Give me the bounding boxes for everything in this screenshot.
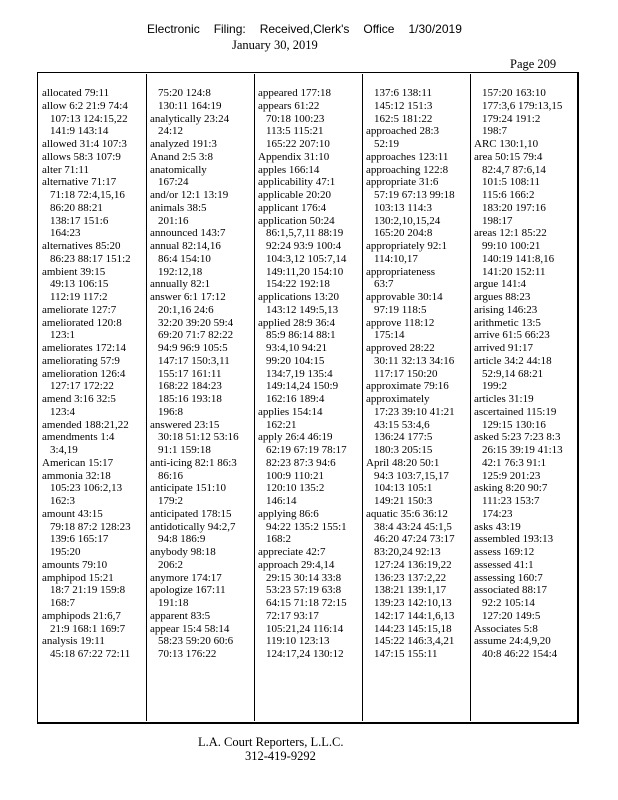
index-entry-continuation: 115:6 166:2 — [482, 189, 535, 201]
index-entry-continuation: 101:5 108:11 — [482, 176, 540, 189]
index-entry-continuation: 30:18 51:12 53:16 — [158, 431, 239, 444]
index-entry-continuation: 177:3,6 179:13,15 — [482, 99, 563, 112]
index-entry-continuation: 140:19 141:8,16 — [482, 252, 555, 265]
index-entry-continuation: 72:17 93:17 — [266, 609, 319, 622]
index-entry-continuation: 168:22 184:23 — [158, 380, 222, 393]
index-entry: American 15:17 — [42, 456, 114, 469]
index-entry: amelioration 126:4 — [42, 367, 126, 380]
index-entry: asking 8:20 90:7 — [474, 482, 548, 495]
column-divider — [470, 74, 471, 721]
index-entry: analysis 19:11 — [42, 635, 105, 648]
index-entry: approved 28:22 — [366, 342, 435, 354]
index-entry: Anand 2:5 3:8 — [150, 150, 213, 163]
index-entry-continuation: 94:22 135:2 155:1 — [266, 520, 347, 533]
index-entry-continuation: 149:11,20 154:10 — [266, 265, 344, 278]
index-entry-continuation: 136:23 137:2,22 — [374, 571, 447, 584]
index-entry-continuation: 175:14 — [374, 329, 405, 342]
index-entry-continuation: 164:23 — [50, 227, 81, 240]
index-entry: apparent 83:5 — [150, 609, 211, 622]
index-entry: asks 43:19 — [474, 520, 521, 533]
index-entry-continuation: 113:5 115:21 — [266, 125, 324, 138]
index-entry: ameliorating 57:9 — [42, 354, 120, 367]
index-entry-continuation: 94:8 186:9 — [158, 533, 206, 546]
index-entry-continuation: 104:3,12 105:7,14 — [266, 252, 347, 265]
index-entry: approach 29:4,14 — [258, 558, 335, 571]
index-entry-continuation: 130:11 164:19 — [158, 99, 222, 112]
index-entry: application 50:24 — [258, 214, 335, 227]
index-entry-continuation: 149:14,24 150:9 — [266, 380, 339, 393]
index-entry: articles 31:19 — [474, 393, 534, 405]
index-entry: arrived 91:17 — [474, 342, 533, 354]
index-entry: ameliorates 172:14 — [42, 342, 127, 354]
index-entry: alternatives 85:20 — [42, 240, 121, 252]
index-entry-continuation: 52:19 — [374, 138, 400, 150]
index-entry-continuation: 99:20 104:15 — [266, 354, 325, 367]
index-entry: argue 141:4 — [474, 278, 527, 291]
index-column — [258, 87, 362, 717]
index-entry: applying 86:6 — [258, 507, 319, 520]
index-entry-continuation: 104:13 105:1 — [374, 482, 433, 495]
index-entry-continuation: 86:4 154:10 — [158, 252, 211, 265]
index-entry: appropriateness — [366, 265, 436, 278]
index-entry: ammonia 32:18 — [42, 469, 111, 482]
index-entry: April 48:20 50:1 — [366, 456, 440, 469]
index-entry-continuation: 139:23 142:10,13 — [374, 597, 452, 609]
index-entry-continuation: 107:13 124:15,22 — [50, 112, 128, 125]
index-entry-continuation: 124:17,24 130:12 — [266, 648, 344, 660]
index-entry: annually 82:1 — [150, 278, 211, 291]
index-entry: answer 6:1 17:12 — [150, 291, 226, 303]
column-divider — [362, 74, 363, 721]
index-entry-continuation: 117:17 150:20 — [374, 367, 438, 380]
index-entry-continuation: 145:22 146:3,4,21 — [374, 635, 455, 648]
index-entry-continuation: 162:16 189:4 — [266, 393, 325, 405]
index-entry-continuation: 29:15 30:14 33:8 — [266, 571, 342, 584]
index-entry-continuation: 69:20 71:7 82:22 — [158, 329, 234, 342]
index-entry-continuation: 146:14 — [266, 495, 297, 507]
index-entry: ARC 130:1,10 — [474, 138, 539, 150]
index-entry: appropriate 31:6 — [366, 176, 439, 189]
index-entry-continuation: 183:20 197:16 — [482, 201, 546, 214]
index-entry-continuation: 18:7 21:19 159:8 — [50, 584, 126, 597]
index-entry-continuation: 86:20 88:21 — [50, 201, 103, 214]
index-entry: Appendix 31:10 — [258, 150, 330, 163]
index-entry-continuation: 120:10 135:2 — [266, 482, 325, 495]
index-entry-continuation: 142:17 144:1,6,13 — [374, 609, 455, 622]
index-entry: analyzed 191:3 — [150, 138, 217, 150]
index-entry: appears 61:22 — [258, 99, 320, 112]
index-entry-continuation: 141:20 152:11 — [482, 265, 546, 278]
index-entry-continuation: 26:15 39:19 41:13 — [482, 444, 563, 456]
filing-word: Received,Clerk's — [259, 22, 350, 36]
index-column — [366, 87, 470, 717]
index-entry: arrive 61:5 66:23 — [474, 329, 550, 342]
index-entry: amendments 1:4 — [42, 431, 115, 444]
index-entry: apples 166:14 — [258, 163, 320, 176]
index-entry-continuation: 85:9 86:14 88:1 — [266, 329, 336, 342]
index-entry-continuation: 134:7,19 135:4 — [266, 367, 333, 380]
index-entry: appear 15:4 58:14 — [150, 622, 230, 635]
index-entry-continuation: 180:3 205:15 — [374, 444, 433, 456]
index-entry: appreciate 42:7 — [258, 546, 326, 558]
index-entry: amphipod 15:21 — [42, 571, 114, 584]
index-entry-continuation: 70:18 100:23 — [266, 112, 325, 125]
index-entry: applications 13:20 — [258, 291, 339, 303]
index-entry-continuation: 192:12,18 — [158, 265, 203, 278]
index-entry-continuation: 91:1 159:18 — [158, 444, 211, 456]
index-column — [42, 87, 146, 717]
index-entry: alter 71:11 — [42, 163, 89, 176]
filing-word: Electronic — [147, 22, 200, 36]
index-entry-continuation: 162:3 — [50, 495, 76, 507]
index-entry-continuation: 114:10,17 — [374, 252, 418, 265]
index-entry: applicable 20:20 — [258, 189, 332, 201]
index-entry: assume 24:4,9,20 — [474, 635, 551, 648]
filing-date: January 30, 2019 — [232, 38, 318, 52]
index-entry-continuation: 58:23 59:20 60:6 — [158, 635, 234, 648]
index-entry-continuation: 139:6 165:17 — [50, 533, 109, 546]
index-entry-continuation: 99:10 100:21 — [482, 240, 541, 252]
index-entry: apply 26:4 46:19 — [258, 431, 333, 444]
index-entry: approve 118:12 — [366, 316, 435, 329]
index-entry-continuation: 195:20 — [50, 546, 81, 558]
index-entry: amount 43:15 — [42, 507, 103, 520]
index-column — [474, 87, 578, 717]
index-entry: anybody 98:18 — [150, 546, 216, 558]
index-entry-continuation: 63:7 — [374, 278, 394, 291]
index-entry-continuation: 32:20 39:20 59:4 — [158, 316, 234, 329]
index-entry: approximately — [366, 393, 430, 405]
index-entry-continuation: 112:19 117:2 — [50, 291, 108, 303]
index-entry: approximate 79:16 — [366, 380, 449, 393]
index-entry-continuation: 130:2,10,15,24 — [374, 214, 441, 227]
index-entry-continuation: 168:7 — [50, 597, 76, 609]
index-entry: ascertained 115:19 — [474, 405, 557, 418]
index-entry: aquatic 35:6 36:12 — [366, 507, 448, 520]
footer-company: L.A. Court Reporters, L.L.C. — [198, 735, 344, 749]
index-entry-continuation: 3:4,19 — [50, 444, 78, 456]
index-entry: area 50:15 79:4 — [474, 150, 543, 163]
index-entry: anti-icing 82:1 86:3 — [150, 456, 237, 469]
index-entry-continuation: 70:13 176:22 — [158, 648, 217, 660]
index-entry: anticipated 178:15 — [150, 507, 232, 520]
filing-stamp — [147, 22, 476, 36]
index-entry-continuation: 86:1,5,7,11 88:19 — [266, 227, 344, 240]
index-entry-continuation: 20:1,16 24:6 — [158, 303, 214, 316]
filing-word: 1/30/2019 — [408, 22, 462, 36]
index-entry-continuation: 86:23 88:17 151:2 — [50, 252, 131, 265]
index-entry-continuation: 75:20 124:8 — [158, 87, 211, 99]
index-entry: alternative 71:17 — [42, 176, 117, 189]
index-entry: asked 5:23 7:23 8:3 — [474, 431, 561, 444]
filing-word: Office — [363, 22, 395, 36]
index-entry-continuation: 174:23 — [482, 507, 513, 520]
index-entry: applied 28:9 36:4 — [258, 316, 335, 329]
index-entry-continuation: 82:23 87:3 94:6 — [266, 456, 336, 469]
index-entry: allow 6:2 21:9 74:4 — [42, 99, 128, 112]
index-entry-continuation: 123:1 — [50, 329, 76, 342]
index-entry-continuation: 138:17 151:6 — [50, 214, 109, 227]
index-entry: applicant 176:4 — [258, 201, 327, 214]
index-entry: answered 23:15 — [150, 418, 220, 431]
index-entry: approaching 122:8 — [366, 163, 449, 176]
index-entry-continuation: 191:18 — [158, 597, 189, 609]
index-entry: arithmetic 13:5 — [474, 316, 541, 329]
index-entry-continuation: 38:4 43:24 45:1,5 — [374, 520, 452, 533]
index-entry: Associates 5:8 — [474, 622, 538, 635]
index-entry: ameliorated 120:8 — [42, 316, 122, 329]
index-entry-continuation: 147:17 150:3,11 — [158, 354, 230, 367]
index-column — [150, 87, 254, 717]
index-entry-continuation: 30:11 32:13 34:16 — [374, 354, 455, 367]
index-entry-continuation: 127:24 136:19,22 — [374, 558, 452, 571]
index-entry: ambient 39:15 — [42, 265, 106, 278]
column-divider — [254, 74, 255, 721]
index-entry-continuation: 198:7 — [482, 125, 508, 138]
index-entry-continuation: 57:19 67:13 99:18 — [374, 189, 455, 201]
index-entry: assessed 41:1 — [474, 558, 534, 571]
index-entry: argues 88:23 — [474, 291, 531, 303]
index-entry: ameliorate 127:7 — [42, 303, 117, 316]
index-entry-continuation: 162:5 181:22 — [374, 112, 433, 125]
page-number: Page 209 — [510, 57, 557, 71]
index-entry-continuation: 141:9 143:14 — [50, 125, 109, 138]
column-divider — [146, 74, 147, 721]
index-entry-continuation: 97:19 118:5 — [374, 303, 427, 316]
index-entry-continuation: 52:9,14 68:21 — [482, 367, 544, 380]
index-entry: approvable 30:14 — [366, 291, 443, 303]
index-entry-continuation: 129:15 130:16 — [482, 418, 546, 431]
index-entry: announced 143:7 — [150, 227, 226, 240]
index-entry-continuation: 53:23 57:19 63:8 — [266, 584, 342, 597]
index-entry: applies 154:14 — [258, 405, 323, 418]
index-entry-continuation: 198:17 — [482, 214, 513, 227]
filing-word: Filing: — [213, 22, 246, 36]
index-entry-continuation: 123:4 — [50, 405, 76, 418]
index-entry-continuation: 45:18 67:22 72:11 — [50, 648, 131, 660]
index-entry: applicability 47:1 — [258, 176, 336, 189]
index-entry-continuation: 92:24 93:9 100:4 — [266, 240, 342, 252]
index-entry-continuation: 24:12 — [158, 125, 184, 138]
index-entry-continuation: 43:15 53:4,6 — [374, 418, 430, 431]
index-entry: associated 88:17 — [474, 584, 548, 597]
index-entry: allocated 79:11 — [42, 87, 110, 99]
index-entry-continuation: 100:9 110:21 — [266, 469, 324, 482]
index-entry-continuation: 168:2 — [266, 533, 292, 546]
index-entry-continuation: 82:4,7 87:6,14 — [482, 163, 546, 176]
index-entry-continuation: 201:16 — [158, 214, 189, 227]
index-entry: analytically 23:24 — [150, 112, 230, 125]
index-entry-continuation: 62:19 67:19 78:17 — [266, 444, 347, 456]
index-entry: amounts 79:10 — [42, 558, 108, 571]
index-entry: approached 28:3 — [366, 125, 439, 138]
index-entry-continuation: 71:18 72:4,15,16 — [50, 189, 125, 201]
index-entry-continuation: 21:9 168:1 169:7 — [50, 622, 126, 635]
index-entry-continuation: 179:24 191:2 — [482, 112, 541, 125]
index-entry-continuation: 79:18 87:2 128:23 — [50, 520, 131, 533]
index-entry-continuation: 144:23 145:15,18 — [374, 622, 452, 635]
index-entry-continuation: 17:23 39:10 41:21 — [374, 405, 455, 418]
index-entry-continuation: 46:20 47:24 73:17 — [374, 533, 455, 546]
index-entry-continuation: 165:22 207:10 — [266, 138, 330, 150]
index-entry-continuation: 105:23 106:2,13 — [50, 482, 123, 495]
index-entry: apologize 167:11 — [150, 584, 226, 597]
index-entry-continuation: 127:17 172:22 — [50, 380, 114, 393]
index-entry: amend 3:16 32:5 — [42, 393, 116, 405]
index-entry-continuation: 167:24 — [158, 176, 189, 189]
index-entry-continuation: 105:21,24 116:14 — [266, 622, 344, 635]
index-entry: anymore 174:17 — [150, 571, 222, 584]
index-entry: amphipods 21:6,7 — [42, 609, 121, 622]
index-entry-continuation: 92:2 105:14 — [482, 597, 535, 609]
index-entry-continuation: 162:21 — [266, 418, 297, 431]
index-entry-continuation: 185:16 193:18 — [158, 393, 222, 405]
index-entry-continuation: 94:3 103:7,15,17 — [374, 469, 449, 482]
index-entry-continuation: 83:20,24 92:13 — [374, 546, 441, 558]
index-entry-continuation: 49:13 106:15 — [50, 278, 109, 291]
index-entry-continuation: 125:9 201:23 — [482, 469, 541, 482]
index-entry: assembled 193:13 — [474, 533, 554, 546]
index-entry-continuation: 93:4,10 94:21 — [266, 342, 328, 354]
index-entry-continuation: 199:2 — [482, 380, 508, 393]
index-entry: article 34:2 44:18 — [474, 354, 552, 367]
index-entry-continuation: 145:12 151:3 — [374, 99, 433, 112]
index-entry: anatomically — [150, 163, 207, 176]
index-entry: areas 12:1 85:22 — [474, 227, 547, 240]
index-entry-continuation: 165:20 204:8 — [374, 227, 433, 240]
index-entry: appeared 177:18 — [258, 87, 331, 99]
index-entry-continuation: 179:2 — [158, 495, 184, 507]
index-entry-continuation: 138:21 139:1,17 — [374, 584, 447, 597]
index-entry-continuation: 155:17 161:11 — [158, 367, 222, 380]
index-entry-continuation: 42:1 76:3 91:1 — [482, 456, 547, 469]
index-entry-continuation: 143:12 149:5,13 — [266, 303, 339, 316]
index-entry-continuation: 86:16 — [158, 469, 184, 482]
index-entry: approaches 123:11 — [366, 150, 449, 163]
index-entry: animals 38:5 — [150, 201, 207, 214]
index-entry-continuation: 111:23 153:7 — [482, 495, 540, 507]
index-entry-continuation: 147:15 155:11 — [374, 648, 438, 660]
index-entry: arising 146:23 — [474, 303, 538, 316]
index-entry: annual 82:14,16 — [150, 240, 221, 252]
index-entry: antidotically 94:2,7 — [150, 520, 236, 533]
index-entry-continuation: 40:8 46:22 154:4 — [482, 648, 558, 660]
index-entry: allowed 31:4 107:3 — [42, 138, 127, 150]
index-entry: amended 188:21,22 — [42, 418, 129, 431]
index-entry-continuation: 157:20 163:10 — [482, 87, 546, 99]
index-entry: assessing 160:7 — [474, 571, 543, 584]
index-entry: allows 58:3 107:9 — [42, 150, 121, 163]
index-entry-continuation: 196:8 — [158, 405, 184, 418]
index-entry: anticipate 151:10 — [150, 482, 227, 495]
index-entry-continuation: 103:13 114:3 — [374, 201, 432, 214]
index-entry-continuation: 149:21 150:3 — [374, 495, 433, 507]
footer-phone: 312-419-9292 — [245, 749, 316, 763]
index-entry: and/or 12:1 13:19 — [150, 189, 229, 201]
index-entry-continuation: 64:15 71:18 72:15 — [266, 597, 347, 609]
index-entry: assess 169:12 — [474, 546, 535, 558]
index-entry-continuation: 119:10 123:13 — [266, 635, 330, 648]
index-entry-continuation: 94:9 96:9 105:5 — [158, 342, 228, 354]
index-entry-continuation: 154:22 192:18 — [266, 278, 330, 291]
index-entry-continuation: 206:2 — [158, 558, 184, 571]
index-entry-continuation: 127:20 149:5 — [482, 609, 541, 622]
index-entry-continuation: 136:24 177:5 — [374, 431, 433, 444]
index-entry-continuation: 137:6 138:11 — [374, 87, 432, 99]
index-entry: appropriately 92:1 — [366, 240, 447, 252]
